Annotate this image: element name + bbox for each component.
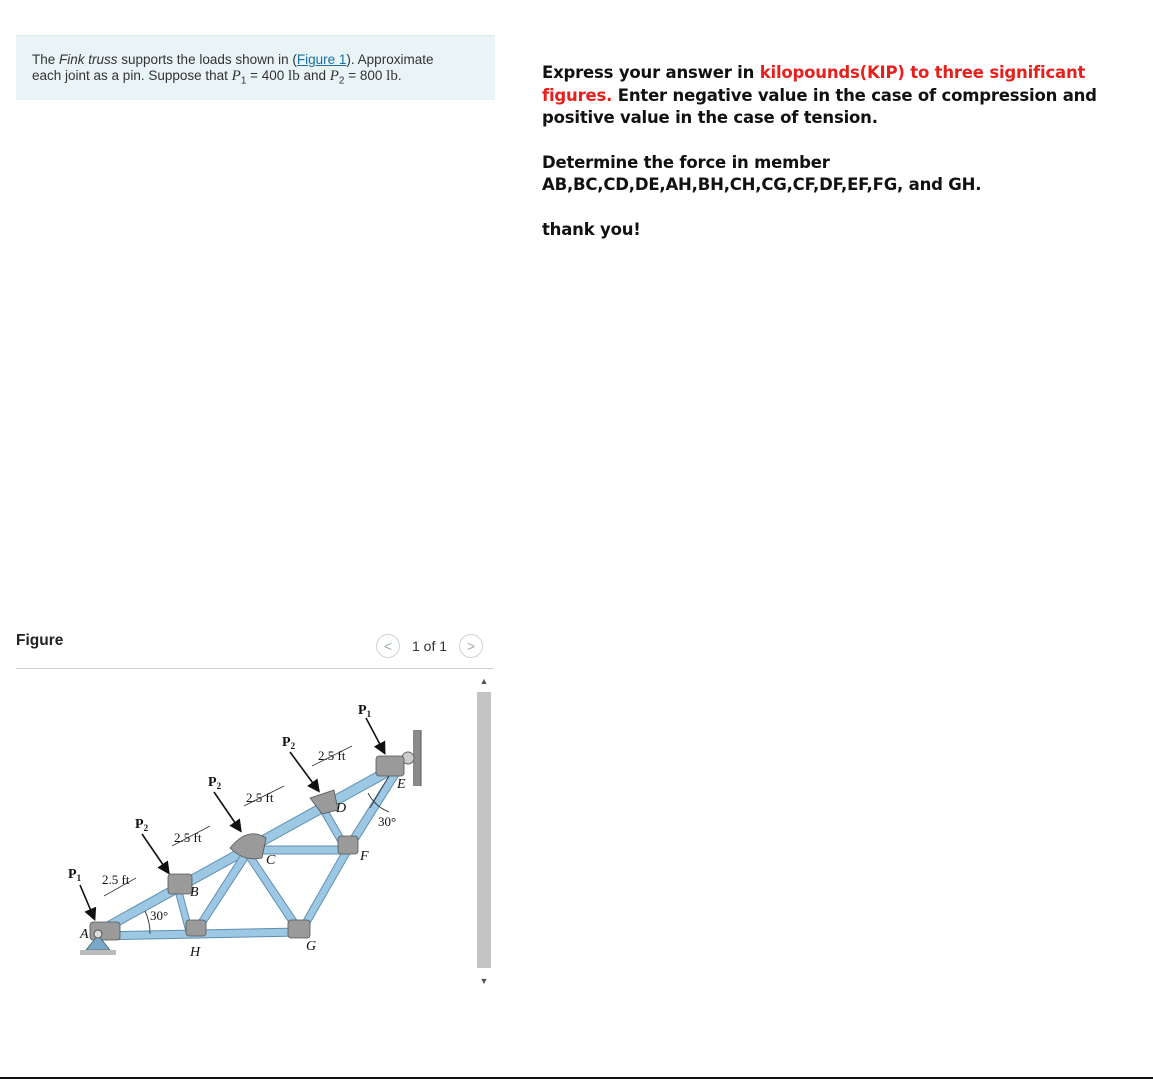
plate-e: [376, 756, 404, 776]
arrow-p1-top: [366, 718, 384, 752]
figure-scrollbar[interactable]: [474, 672, 494, 990]
label-p2-a: $P_2$: [135, 817, 149, 833]
label-joint-f: F: [360, 849, 369, 864]
plate-b: [168, 874, 192, 894]
arrow-p2-a: [142, 834, 168, 872]
next-figure-button[interactable]: [459, 634, 483, 658]
prev-figure-button[interactable]: [376, 634, 400, 658]
plate-g: [288, 920, 310, 938]
chevron-left-icon: <: [383, 638, 393, 654]
plate-a: [90, 922, 120, 940]
label-angle-left: 30°: [150, 908, 169, 923]
label-dim-3: 2.5 ft: [246, 790, 274, 805]
label-p2-c: $P_2$: [282, 735, 296, 751]
figure-divider: [16, 668, 494, 669]
label-p1-left: $P_1$: [68, 867, 82, 883]
scroll-thumb[interactable]: [477, 692, 491, 968]
label-joint-d: D: [336, 801, 347, 816]
label-joint-g: G: [306, 939, 317, 954]
fink-truss-term: Fink truss: [59, 52, 118, 67]
label-dim-4: 2.5 ft: [318, 748, 346, 763]
plate-f: [338, 836, 358, 854]
scroll-down-arrow-icon[interactable]: ▼: [479, 976, 489, 986]
label-p1-top: $P_1$: [358, 703, 372, 719]
page-indicator: 1 of 1: [412, 638, 448, 654]
problem-statement: The Fink truss supports the loads shown in (Figure 1). Approximate each joint as a pin. Suppose that $P_1 = 400$ lb and $P_2 = 800$ lb.: [16, 35, 495, 100]
arrow-p1-left: [80, 885, 94, 918]
figure-title: Figure: [16, 632, 64, 649]
scroll-up-arrow-icon[interactable]: ▲: [479, 676, 489, 686]
units-requirement: kilopounds(KIP) to three significant figures.: [542, 63, 1086, 105]
label-dim-1: 2.5 ft: [102, 872, 130, 887]
plate-h: [186, 920, 206, 936]
arrow-p2-c: [290, 752, 318, 790]
label-p2-b: $P_2$: [208, 775, 222, 791]
label-joint-b: B: [190, 885, 199, 900]
instruction-text: Express your answer in kilopounds(KIP) to three significant figures. Enter negative value in the case of compression and positive value in the case of tension.: [542, 63, 1097, 127]
bottom-divider: [0, 1077, 1153, 1079]
answer-instructions: [542, 62, 1102, 241]
label-dim-2: 2.5 ft: [174, 830, 202, 845]
figure-pager: [376, 633, 483, 659]
figure-link[interactable]: Figure 1: [296, 52, 347, 67]
arrow-p2-b: [214, 792, 240, 830]
fink-truss-diagram: [16, 672, 472, 990]
determine-text: Determine the force in member AB,BC,CD,DE,AH,BH,CH,CG,CF,DF,EF,FG, and GH.: [542, 152, 982, 194]
label-joint-a: A: [80, 927, 89, 942]
member-g-f: [300, 845, 352, 930]
label-joint-h: H: [190, 945, 201, 960]
label-joint-e: E: [397, 777, 406, 792]
label-angle-right: 30°: [378, 814, 397, 829]
thanks-text: thank you!: [542, 219, 641, 239]
label-joint-c: C: [266, 853, 276, 868]
chevron-right-icon: >: [466, 638, 476, 654]
